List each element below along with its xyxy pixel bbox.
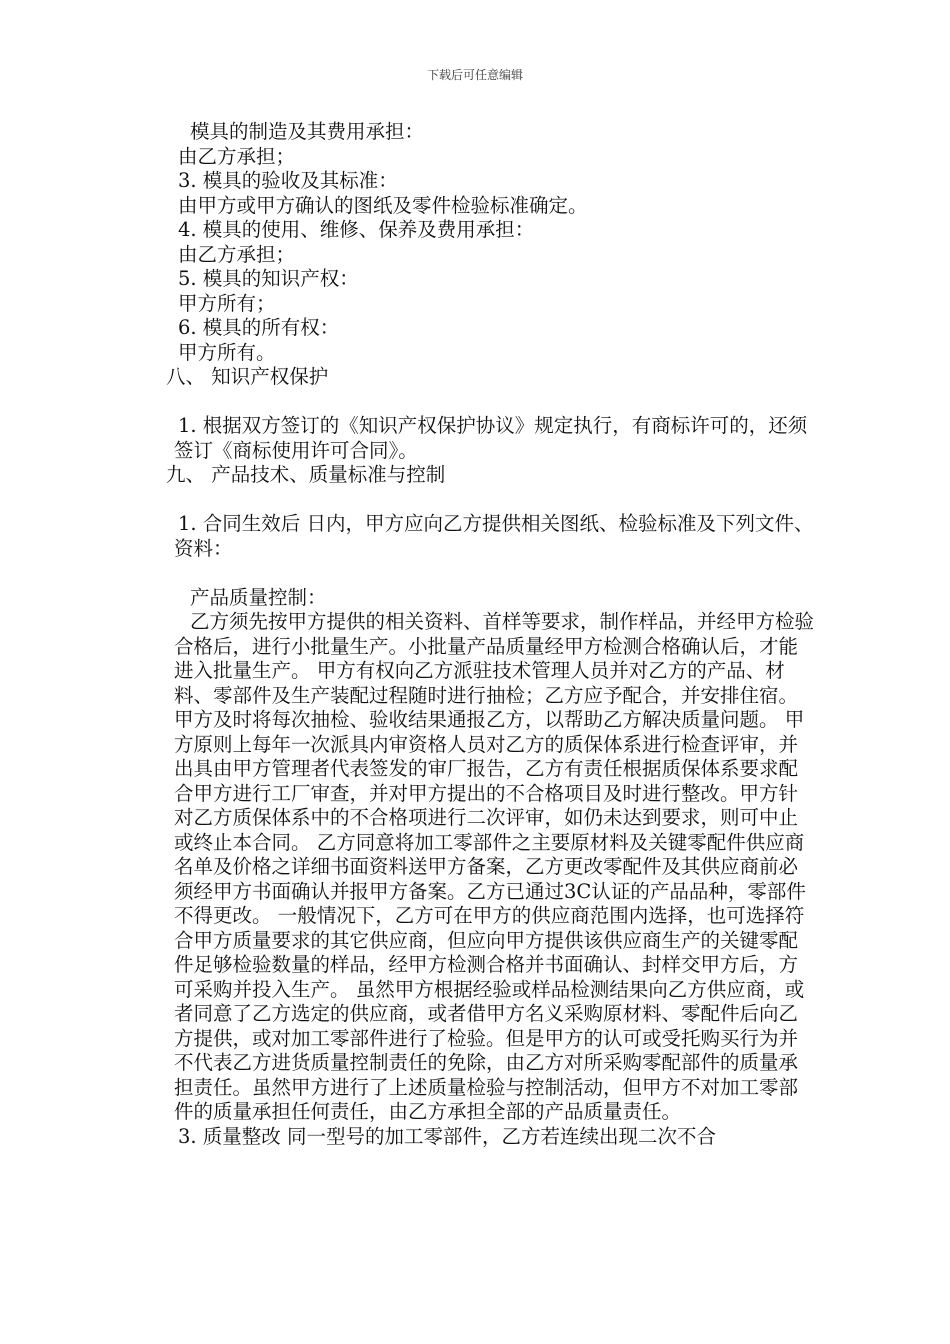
mold-ownership-heading: 6. 模具的所有权： [178,316,340,339]
mold-usage-text: 由乙方承担； [178,242,296,266]
document-body [166,120,815,1149]
technical-documents-clause: 1. 合同生效后 日内，甲方应向乙方提供相关图纸、检验标准及下列文件、资料： [174,512,814,560]
mold-acceptance-heading: 3. 模具的验收及其标准： [178,169,398,192]
ip-protection-clause: 1. 根据双方签订的《知识产权保护协议》规定执行，有商标许可的，还须签订《商标使用许可合同》。 [174,414,808,462]
mold-ip-text: 甲方所有； [178,291,276,315]
section-8-title: 八、 知识产权保护 [166,365,329,388]
mold-ip-heading: 5. 模具的知识产权： [178,267,359,290]
mold-usage-heading: 4. 模具的使用、维修、保养及费用承担： [178,218,535,241]
quality-control-title: 产品质量控制： [190,585,327,609]
mold-manufacture-text: 由乙方承担； [178,144,296,168]
quality-control-body: 乙方须先按甲方提供的相关资料、首样等要求，制作样品，并经甲方检验合格后，进行小批量生产。小批量产品质量经甲方检测合格确认后，才能进入批量生产。 甲方有权向乙方派驻技术管理人员并对乙方的产品、材料、零部件及生产装配过程随时进行抽检；乙方应予配合，并安排住宿。甲方及时将每次抽检、验收结果通报乙方，以帮助乙方解决质量问题。 甲方原则上每年一次派具内审资格人员对乙方的质保体系进行检查评审，并出具由甲方管理者代表签发的审厂报告，乙方有责任根据质保体系要求配合甲方进行工厂审查，并对甲方提出的不合格项目及时进行整改。甲方针对乙方质保体系中的不合格项进行二次评审，如仍未达到要求，则可中止或终止本合同。 乙方同意将加工零部件之主要原材料及关键零配件供应商名单及价格之详细书面资料送甲方备案，乙方更改零配件及其供应商前必须经甲方书面确认并报甲方备案。乙方已通过3C认证的产品品种，零部件不得更改。 一般情况下，乙方可在甲方的供应商范围内选择，也可选择符合甲方质量要求的其它供应商，但应向甲方提供该供应商生产的关键零配件足够检验数量的样品，经甲方检测合格并书面确认、封样交甲方后，方可采购并投入生产。 虽然甲方根据经验或样品检测结果向乙方供应商，或者同意了乙方选定的供应商，或者借甲方名义采购原材料、零配件后向乙方提供，或对加工零部件进行了检验。但是甲方的认可或受托购买行为并不代表乙方进货质量控制责任的免除，由乙方对所采购零配部件的质量承担责任。虽然甲方进行了上述质量检验与控制活动，但甲方不对加工零部件的质量承担任何责任，由乙方承担全部的产品质量责任。 [174,610,815,1123]
quality-rectification-clause: 3. 质量整改 同一型号的加工零部件，乙方若连续出现二次不合 [178,1124,717,1148]
section-9-title: 九、 产品技术、质量标准与控制 [166,463,446,486]
page-header: 下载后可任意编辑 [426,68,523,82]
mold-ownership-text: 甲方所有。 [178,340,276,364]
mold-acceptance-text: 由甲方或甲方确认的图纸及零件检验标准确定。 [178,193,588,217]
mold-manufacture-heading: 模具的制造及其费用承担： [190,120,425,143]
